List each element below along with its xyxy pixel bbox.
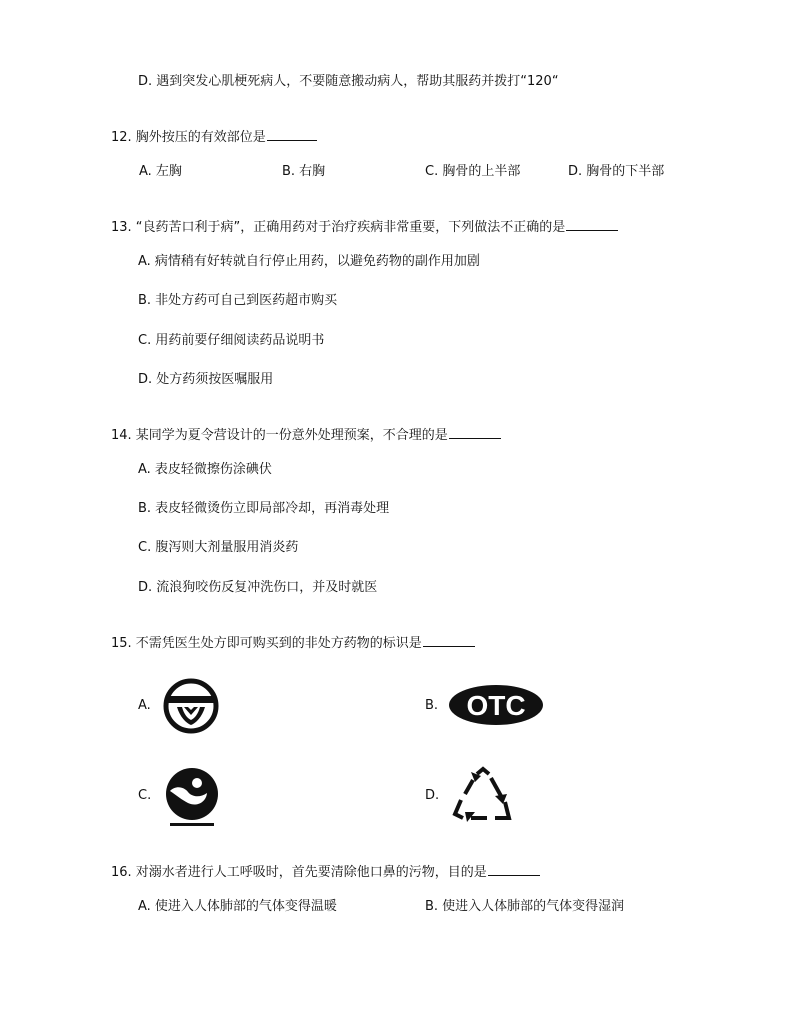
q14-option-d: D. 流浪狗咬伤反复冲洗伤口，并及时就医 xyxy=(138,580,378,595)
q12-stem: 12. 胸外按压的有效部位是 xyxy=(111,130,266,145)
medicine-logo-icon xyxy=(160,765,224,829)
q15-option-c-label: C. xyxy=(138,788,152,803)
q16-option-b: B. 使进入人体肺部的气体变得湿润 xyxy=(425,899,625,914)
recycle-logo-icon xyxy=(451,766,515,824)
q12-option-a: A. 左胸 xyxy=(139,164,182,179)
answer-blank xyxy=(566,218,618,231)
q13-option-a: A. 病情稍有好转就自行停止用药，以避免药物的副作用加剧 xyxy=(138,254,480,269)
q15-stem: 15. 不需凭医生处方即可购买到的非处方药物的标识是 xyxy=(111,636,422,651)
q15-option-b-label: B. xyxy=(425,698,439,713)
otc-logo-icon xyxy=(448,684,544,726)
q16-stem-line xyxy=(111,863,540,881)
q15-stem-line xyxy=(111,634,475,652)
q12-option-d: D. 胸骨的下半部 xyxy=(568,164,665,179)
q13-option-c: C. 用药前要仔细阅读药品说明书 xyxy=(138,333,325,348)
answer-blank xyxy=(423,634,475,647)
q15-option-d-label: D. xyxy=(425,788,440,803)
q13-option-b: B. 非处方药可自己到医药超市购买 xyxy=(138,293,338,308)
green-food-logo-icon xyxy=(162,677,220,735)
answer-blank xyxy=(267,128,317,141)
q14-option-b: B. 表皮轻微烫伤立即局部冷却，再消毒处理 xyxy=(138,501,390,516)
q14-option-c: C. 腹泻则大剂量服用消炎药 xyxy=(138,540,299,555)
q13-option-d: D. 处方药须按医嘱服用 xyxy=(138,372,274,387)
q15-option-a-label: A. xyxy=(138,698,151,713)
q14-stem-line xyxy=(111,426,501,444)
q13-stem: 13. “良药苦口利于病”，正确用药对于治疗疾病非常重要，下列做法不正确的是 xyxy=(111,220,566,235)
q14-stem: 14. 某同学为夏令营设计的一份意外处理预案，不合理的是 xyxy=(111,428,448,443)
q11-option-d: D. 遇到突发心肌梗死病人，不要随意搬动病人，帮助其服药并拨打“120“ xyxy=(138,74,559,89)
answer-blank xyxy=(488,863,540,876)
q14-option-a: A. 表皮轻微擦伤涂碘伏 xyxy=(138,462,272,477)
q13-stem-line xyxy=(111,218,618,236)
answer-blank xyxy=(449,426,501,439)
otc-logo-text: OTC xyxy=(466,690,526,721)
q12-stem-line xyxy=(111,128,317,146)
q16-stem: 16. 对溺水者进行人工呼吸时，首先要清除他口鼻的污物，目的是 xyxy=(111,865,487,880)
q16-option-a: A. 使进入人体肺部的气体变得温暖 xyxy=(138,899,337,914)
q12-option-c: C. 胸骨的上半部 xyxy=(425,164,521,179)
q12-option-b: B. 右胸 xyxy=(282,164,326,179)
